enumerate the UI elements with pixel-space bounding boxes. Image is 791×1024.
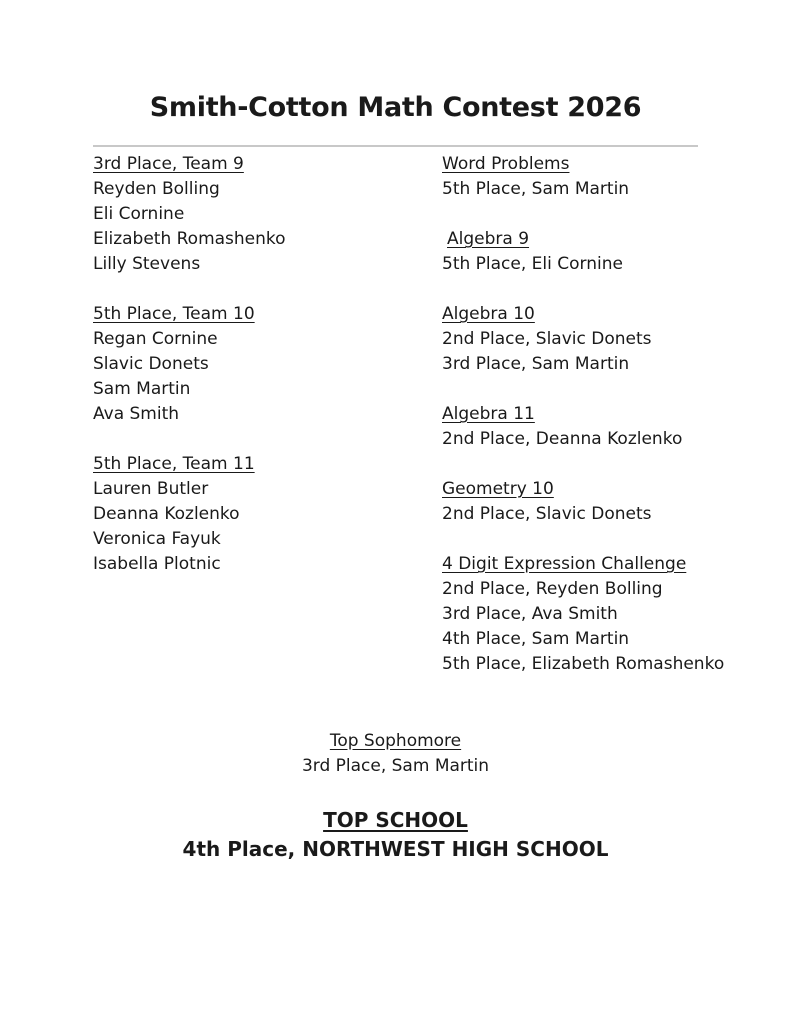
team-heading: 5th Place, Team 11 xyxy=(93,454,255,474)
event-result: 2nd Place, Slavic Donets xyxy=(442,329,652,349)
team-heading: 5th Place, Team 10 xyxy=(93,304,255,324)
event-result: 5th Place, Sam Martin xyxy=(442,179,630,199)
top-school-section xyxy=(0,806,791,864)
event-result: 3rd Place, Ava Smith xyxy=(442,604,618,624)
event-heading: Algebra 11 xyxy=(442,404,535,424)
team-block xyxy=(93,452,423,577)
top-school-heading: TOP SCHOOL xyxy=(323,808,468,832)
team-block xyxy=(93,152,423,277)
team-member: Deanna Kozlenko xyxy=(93,504,240,524)
event-block xyxy=(442,227,782,277)
team-member: Reyden Bolling xyxy=(93,179,220,199)
event-block xyxy=(442,552,782,677)
top-school-result: 4th Place, NORTHWEST HIGH SCHOOL xyxy=(182,837,609,861)
top-sophomore-result: 3rd Place, Sam Martin xyxy=(301,756,490,776)
event-heading: 4 Digit Expression Challenge xyxy=(442,554,687,574)
event-heading: Algebra 9 xyxy=(447,229,530,249)
event-heading: Geometry 10 xyxy=(442,479,554,499)
team-member: Isabella Plotnic xyxy=(93,554,221,574)
event-block xyxy=(442,402,782,452)
event-result: 5th Place, Eli Cornine xyxy=(442,254,623,274)
team-member: Eli Cornine xyxy=(93,204,185,224)
event-result: 2nd Place, Reyden Bolling xyxy=(442,579,663,599)
event-result: 2nd Place, Slavic Donets xyxy=(442,504,652,524)
team-member: Lauren Butler xyxy=(93,479,209,499)
team-heading: 3rd Place, Team 9 xyxy=(93,154,244,174)
page-title: Smith-Cotton Math Contest 2026 xyxy=(149,92,642,123)
team-member: Ava Smith xyxy=(93,404,180,424)
team-member: Veronica Fayuk xyxy=(93,529,221,549)
event-result: 3rd Place, Sam Martin xyxy=(442,354,630,374)
team-member: Regan Cornine xyxy=(93,329,218,349)
event-result: 4th Place, Sam Martin xyxy=(442,629,630,649)
team-block xyxy=(93,302,423,427)
team-member: Sam Martin xyxy=(93,379,191,399)
event-block xyxy=(442,477,782,527)
team-results-column xyxy=(93,152,423,602)
team-member: Lilly Stevens xyxy=(93,254,201,274)
top-sophomore-section xyxy=(0,729,791,779)
event-heading: Algebra 10 xyxy=(442,304,535,324)
team-member: Elizabeth Romashenko xyxy=(93,229,286,249)
event-heading: Word Problems xyxy=(442,154,570,174)
event-block xyxy=(442,152,782,202)
team-member: Slavic Donets xyxy=(93,354,209,374)
event-result: 2nd Place, Deanna Kozlenko xyxy=(442,429,683,449)
event-results-column xyxy=(442,152,782,702)
event-result: 5th Place, Elizabeth Romashenko xyxy=(442,654,725,674)
title-divider xyxy=(93,145,698,147)
event-block xyxy=(442,302,782,377)
top-sophomore-heading: Top Sophomore xyxy=(329,731,462,751)
